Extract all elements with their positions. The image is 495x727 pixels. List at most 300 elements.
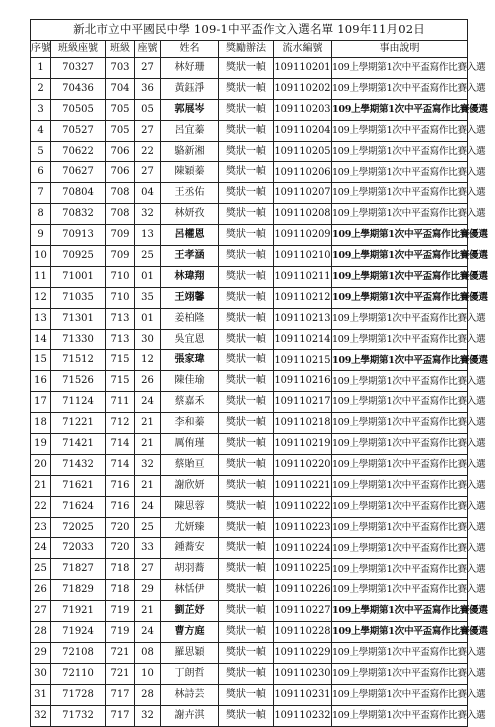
row-number: 17 <box>31 392 51 413</box>
seat-number: 12 <box>135 350 161 371</box>
serial-number: 109110213 <box>274 308 332 329</box>
award-method: 獎狀一幀 <box>219 162 274 183</box>
row-number: 13 <box>31 308 51 329</box>
award-method: 獎狀一幀 <box>219 371 274 392</box>
seat-number: 32 <box>135 454 161 475</box>
class-number: 720 <box>106 538 135 559</box>
title-row <box>31 20 468 41</box>
table-row <box>31 538 468 559</box>
row-number: 9 <box>31 225 51 246</box>
row-number: 29 <box>31 642 51 663</box>
award-description: 109上學期第1次中平盃寫作比賽入選 <box>332 58 468 79</box>
class-number: 705 <box>106 99 135 120</box>
seat-number: 01 <box>135 308 161 329</box>
class-seat-code: 71035 <box>51 287 106 308</box>
seat-number: 25 <box>135 246 161 267</box>
class-seat-code: 71421 <box>51 434 106 455</box>
table-row <box>31 246 468 267</box>
serial-number: 109110202 <box>274 78 332 99</box>
row-number: 5 <box>31 141 51 162</box>
class-seat-code: 70925 <box>51 246 106 267</box>
award-method: 獎狀一幀 <box>219 141 274 162</box>
serial-number: 109110203 <box>274 99 332 120</box>
student-name: 林妍孜 <box>161 204 219 225</box>
seat-number: 04 <box>135 183 161 204</box>
seat-number: 21 <box>135 475 161 496</box>
table-row <box>31 622 468 643</box>
student-name: 王丞佑 <box>161 183 219 204</box>
class-number: 717 <box>106 705 135 726</box>
student-name: 陳穎蓁 <box>161 162 219 183</box>
seat-number: 27 <box>135 120 161 141</box>
class-seat-code: 71526 <box>51 371 106 392</box>
class-seat-code: 72033 <box>51 538 106 559</box>
award-roster-table <box>30 19 488 727</box>
class-seat-code: 70527 <box>51 120 106 141</box>
row-number: 14 <box>31 329 51 350</box>
serial-number: 109110201 <box>274 58 332 79</box>
class-seat-code: 72110 <box>51 663 106 684</box>
serial-number: 109110204 <box>274 120 332 141</box>
award-description: 109上學期第1次中平盃寫作比賽入選 <box>332 120 468 141</box>
seat-number: 30 <box>135 329 161 350</box>
student-name: 呂權恩 <box>161 225 219 246</box>
student-name: 丁朗哲 <box>161 663 219 684</box>
student-name: 胡羽蕎 <box>161 559 219 580</box>
table-row <box>31 225 468 246</box>
award-description: 109上學期第1次中平盃寫作比賽入選 <box>332 413 468 434</box>
table-row <box>31 517 468 538</box>
seat-number: 24 <box>135 392 161 413</box>
seat-number: 26 <box>135 371 161 392</box>
award-description: 109上學期第1次中平盃寫作比賽入選 <box>332 162 468 183</box>
class-number: 715 <box>106 350 135 371</box>
table-row <box>31 371 468 392</box>
award-description: 109上學期第1次中平盃寫作比賽入選 <box>332 684 468 705</box>
class-seat-code: 70505 <box>51 99 106 120</box>
student-name: 謝欣妍 <box>161 475 219 496</box>
class-number: 718 <box>106 559 135 580</box>
seat-number: 25 <box>135 517 161 538</box>
row-number: 25 <box>31 559 51 580</box>
seat-number: 27 <box>135 58 161 79</box>
award-method: 獎狀一幀 <box>219 246 274 267</box>
table-row <box>31 413 468 434</box>
document-title: 新北市立中平國民中學 109-1中平盃作文入選名單 109年11月02日 <box>31 20 468 41</box>
row-number: 21 <box>31 475 51 496</box>
row-number: 12 <box>31 287 51 308</box>
award-description: 109上學期第1次中平盃寫作比賽優選 <box>332 622 468 643</box>
class-number: 716 <box>106 496 135 517</box>
table-row <box>31 183 468 204</box>
serial-number: 109110225 <box>274 559 332 580</box>
student-name: 李和蓁 <box>161 413 219 434</box>
award-method: 獎狀一幀 <box>219 454 274 475</box>
header-row <box>31 41 468 58</box>
row-number: 1 <box>31 58 51 79</box>
row-number: 31 <box>31 684 51 705</box>
table-row <box>31 78 468 99</box>
class-number: 714 <box>106 434 135 455</box>
award-description: 109上學期第1次中平盃寫作比賽入選 <box>332 141 468 162</box>
award-description: 109上學期第1次中平盃寫作比賽入選 <box>332 204 468 225</box>
seat-number: 28 <box>135 684 161 705</box>
class-number: 713 <box>106 329 135 350</box>
class-seat-code: 71732 <box>51 705 106 726</box>
award-method: 獎狀一幀 <box>219 413 274 434</box>
serial-number: 109110218 <box>274 413 332 434</box>
award-method: 獎狀一幀 <box>219 225 274 246</box>
student-name: 郭展岑 <box>161 99 219 120</box>
student-name: 曹方庭 <box>161 622 219 643</box>
student-name: 王孝涵 <box>161 246 219 267</box>
class-number: 718 <box>106 580 135 601</box>
table-row <box>31 454 468 475</box>
student-name: 蔡貽亘 <box>161 454 219 475</box>
award-description: 109上學期第1次中平盃寫作比賽優選 <box>332 287 468 308</box>
award-method: 獎狀一幀 <box>219 475 274 496</box>
row-number: 16 <box>31 371 51 392</box>
award-description: 109上學期第1次中平盃寫作比賽入選 <box>332 329 468 350</box>
row-number: 28 <box>31 622 51 643</box>
seat-number: 35 <box>135 287 161 308</box>
student-name: 姜柏隆 <box>161 308 219 329</box>
seat-number: 21 <box>135 413 161 434</box>
class-number: 709 <box>106 225 135 246</box>
class-number: 708 <box>106 183 135 204</box>
serial-number: 109110224 <box>274 538 332 559</box>
award-method: 獎狀一幀 <box>219 350 274 371</box>
class-number: 717 <box>106 684 135 705</box>
table-row <box>31 120 468 141</box>
row-number: 6 <box>31 162 51 183</box>
award-description: 109上學期第1次中平盃寫作比賽入選 <box>332 538 468 559</box>
table-row <box>31 601 468 622</box>
serial-number: 109110205 <box>274 141 332 162</box>
award-description: 109上學期第1次中平盃寫作比賽優選 <box>332 225 468 246</box>
award-method: 獎狀一幀 <box>219 580 274 601</box>
serial-number: 109110216 <box>274 371 332 392</box>
seat-number: 13 <box>135 225 161 246</box>
row-number: 24 <box>31 538 51 559</box>
serial-number: 109110214 <box>274 329 332 350</box>
award-method: 獎狀一幀 <box>219 308 274 329</box>
serial-number: 109110219 <box>274 434 332 455</box>
student-name: 林恬伊 <box>161 580 219 601</box>
row-number: 23 <box>31 517 51 538</box>
class-seat-code: 71924 <box>51 622 106 643</box>
award-description: 109上學期第1次中平盃寫作比賽入選 <box>332 475 468 496</box>
serial-number: 109110221 <box>274 475 332 496</box>
award-method: 獎狀一幀 <box>219 99 274 120</box>
seat-number: 27 <box>135 559 161 580</box>
student-name: 林詩芸 <box>161 684 219 705</box>
table-row <box>31 287 468 308</box>
award-method: 獎狀一幀 <box>219 517 274 538</box>
table-row <box>31 350 468 371</box>
student-name: 陳佳瑜 <box>161 371 219 392</box>
student-name: 張家瑋 <box>161 350 219 371</box>
seat-number: 10 <box>135 663 161 684</box>
award-description: 109上學期第1次中平盃寫作比賽入選 <box>332 642 468 663</box>
table-row <box>31 684 468 705</box>
seat-number: 21 <box>135 434 161 455</box>
column-header: 事由說明 <box>332 41 468 58</box>
row-number: 20 <box>31 454 51 475</box>
seat-number: 27 <box>135 162 161 183</box>
row-number: 26 <box>31 580 51 601</box>
class-number: 710 <box>106 266 135 287</box>
student-name: 陳思蓉 <box>161 496 219 517</box>
row-number: 15 <box>31 350 51 371</box>
table-row <box>31 705 468 726</box>
column-header: 流水編號 <box>274 41 332 58</box>
award-description: 109上學期第1次中平盃寫作比賽入選 <box>332 517 468 538</box>
seat-number: 29 <box>135 580 161 601</box>
seat-number: 32 <box>135 705 161 726</box>
seat-number: 05 <box>135 99 161 120</box>
award-method: 獎狀一幀 <box>219 120 274 141</box>
award-method: 獎狀一幀 <box>219 642 274 663</box>
award-description: 109上學期第1次中平盃寫作比賽優選 <box>332 350 468 371</box>
class-number: 705 <box>106 120 135 141</box>
student-name: 尤妍臻 <box>161 517 219 538</box>
award-description: 109上學期第1次中平盃寫作比賽入選 <box>332 663 468 684</box>
roster-body <box>31 58 488 727</box>
class-seat-code: 71728 <box>51 684 106 705</box>
table-row <box>31 308 468 329</box>
seat-number: 22 <box>135 141 161 162</box>
award-method: 獎狀一幀 <box>219 183 274 204</box>
row-number: 22 <box>31 496 51 517</box>
class-seat-code: 70832 <box>51 204 106 225</box>
class-number: 706 <box>106 141 135 162</box>
award-method: 獎狀一幀 <box>219 204 274 225</box>
student-name: 謝卉淇 <box>161 705 219 726</box>
class-number: 710 <box>106 287 135 308</box>
row-number: 2 <box>31 78 51 99</box>
class-number: 713 <box>106 308 135 329</box>
student-name: 羅思穎 <box>161 642 219 663</box>
award-method: 獎狀一幀 <box>219 58 274 79</box>
class-seat-code: 70804 <box>51 183 106 204</box>
column-header: 序號 <box>31 41 51 58</box>
class-seat-code: 71124 <box>51 392 106 413</box>
class-number: 703 <box>106 58 135 79</box>
table-row <box>31 559 468 580</box>
serial-number: 109110207 <box>274 183 332 204</box>
seat-number: 32 <box>135 204 161 225</box>
serial-number: 109110217 <box>274 392 332 413</box>
row-number: 4 <box>31 120 51 141</box>
serial-number: 109110232 <box>274 705 332 726</box>
student-name: 林好珊 <box>161 58 219 79</box>
row-number: 27 <box>31 601 51 622</box>
row-number: 10 <box>31 246 51 267</box>
class-seat-code: 71621 <box>51 475 106 496</box>
table-row <box>31 141 468 162</box>
award-method: 獎狀一幀 <box>219 601 274 622</box>
award-method: 獎狀一幀 <box>219 266 274 287</box>
serial-number: 109110212 <box>274 287 332 308</box>
column-header: 班級座號 <box>51 41 106 58</box>
award-description: 109上學期第1次中平盃寫作比賽入選 <box>332 496 468 517</box>
table-row <box>31 663 468 684</box>
table-row <box>31 642 468 663</box>
class-seat-code: 71432 <box>51 454 106 475</box>
class-number: 721 <box>106 642 135 663</box>
table-row <box>31 475 468 496</box>
class-seat-code: 70622 <box>51 141 106 162</box>
serial-number: 109110220 <box>274 454 332 475</box>
row-number: 8 <box>31 204 51 225</box>
serial-number: 109110231 <box>274 684 332 705</box>
award-method: 獎狀一幀 <box>219 78 274 99</box>
student-name: 劉芷妤 <box>161 601 219 622</box>
student-name: 蔡嘉禾 <box>161 392 219 413</box>
class-seat-code: 71921 <box>51 601 106 622</box>
class-number: 711 <box>106 392 135 413</box>
award-description: 109上學期第1次中平盃寫作比賽入選 <box>332 392 468 413</box>
award-description: 109上學期第1次中平盃寫作比賽優選 <box>332 601 468 622</box>
serial-number: 109110208 <box>274 204 332 225</box>
class-seat-code: 70913 <box>51 225 106 246</box>
award-method: 獎狀一幀 <box>219 538 274 559</box>
class-number: 721 <box>106 663 135 684</box>
class-number: 715 <box>106 371 135 392</box>
row-number: 11 <box>31 266 51 287</box>
award-method: 獎狀一幀 <box>219 684 274 705</box>
student-name: 林瑋翔 <box>161 266 219 287</box>
student-name: 厲侑瑾 <box>161 434 219 455</box>
class-seat-code: 71512 <box>51 350 106 371</box>
class-number: 709 <box>106 246 135 267</box>
table-row <box>31 392 468 413</box>
student-name: 王翊馨 <box>161 287 219 308</box>
class-seat-code: 71001 <box>51 266 106 287</box>
class-seat-code: 72025 <box>51 517 106 538</box>
column-header: 座號 <box>135 41 161 58</box>
serial-number: 109110211 <box>274 266 332 287</box>
class-number: 714 <box>106 454 135 475</box>
table-row <box>31 99 468 120</box>
award-description: 109上學期第1次中平盃寫作比賽入選 <box>332 559 468 580</box>
award-method: 獎狀一幀 <box>219 705 274 726</box>
table-row <box>31 58 468 79</box>
row-number: 32 <box>31 705 51 726</box>
class-number: 712 <box>106 413 135 434</box>
class-seat-code: 70627 <box>51 162 106 183</box>
table-row <box>31 496 468 517</box>
class-number: 706 <box>106 162 135 183</box>
seat-number: 21 <box>135 601 161 622</box>
row-number: 18 <box>31 413 51 434</box>
award-method: 獎狀一幀 <box>219 392 274 413</box>
class-number: 708 <box>106 204 135 225</box>
student-name: 呂宜蓁 <box>161 120 219 141</box>
seat-number: 36 <box>135 78 161 99</box>
award-description: 109上學期第1次中平盃寫作比賽優選 <box>332 246 468 267</box>
serial-number: 109110209 <box>274 225 332 246</box>
table-row <box>31 162 468 183</box>
seat-number: 24 <box>135 496 161 517</box>
table-row <box>31 266 468 287</box>
award-description: 109上學期第1次中平盃寫作比賽入選 <box>332 434 468 455</box>
award-description: 109上學期第1次中平盃寫作比賽入選 <box>332 183 468 204</box>
award-method: 獎狀一幀 <box>219 329 274 350</box>
serial-number: 109110222 <box>274 496 332 517</box>
class-number: 704 <box>106 78 135 99</box>
award-description: 109上學期第1次中平盃寫作比賽入選 <box>332 454 468 475</box>
class-number: 720 <box>106 517 135 538</box>
serial-number: 109110210 <box>274 246 332 267</box>
serial-number: 109110229 <box>274 642 332 663</box>
serial-number: 109110223 <box>274 517 332 538</box>
serial-number: 109110226 <box>274 580 332 601</box>
row-number: 30 <box>31 663 51 684</box>
award-description: 109上學期第1次中平盃寫作比賽優選 <box>332 266 468 287</box>
row-number: 7 <box>31 183 51 204</box>
award-description: 109上學期第1次中平盃寫作比賽入選 <box>332 705 468 726</box>
serial-number: 109110227 <box>274 601 332 622</box>
student-name: 駱新湘 <box>161 141 219 162</box>
class-number: 719 <box>106 601 135 622</box>
award-description: 109上學期第1次中平盃寫作比賽入選 <box>332 580 468 601</box>
class-number: 716 <box>106 475 135 496</box>
class-seat-code: 71301 <box>51 308 106 329</box>
row-number: 3 <box>31 99 51 120</box>
class-seat-code: 71624 <box>51 496 106 517</box>
class-seat-code: 71829 <box>51 580 106 601</box>
table-row <box>31 204 468 225</box>
class-seat-code: 71827 <box>51 559 106 580</box>
award-method: 獎狀一幀 <box>219 287 274 308</box>
award-description: 109上學期第1次中平盃寫作比賽入選 <box>332 308 468 329</box>
serial-number: 109110206 <box>274 162 332 183</box>
class-seat-code: 71330 <box>51 329 106 350</box>
award-description: 109上學期第1次中平盃寫作比賽入選 <box>332 371 468 392</box>
student-name: 黃鈺淨 <box>161 78 219 99</box>
column-header: 獎勵辦法 <box>219 41 274 58</box>
serial-number: 109110215 <box>274 350 332 371</box>
column-header: 班級 <box>106 41 135 58</box>
award-description: 109上學期第1次中平盃寫作比賽入選 <box>332 78 468 99</box>
award-description: 109上學期第1次中平盃寫作比賽優選 <box>332 99 468 120</box>
column-header: 姓名 <box>161 41 219 58</box>
award-method: 獎狀一幀 <box>219 559 274 580</box>
award-method: 獎狀一幀 <box>219 434 274 455</box>
table-row <box>31 329 468 350</box>
seat-number: 08 <box>135 642 161 663</box>
serial-number: 109110230 <box>274 663 332 684</box>
row-number: 19 <box>31 434 51 455</box>
table-row <box>31 580 468 601</box>
serial-number: 109110228 <box>274 622 332 643</box>
award-method: 獎狀一幀 <box>219 622 274 643</box>
seat-number: 24 <box>135 622 161 643</box>
class-seat-code: 70436 <box>51 78 106 99</box>
seat-number: 33 <box>135 538 161 559</box>
student-name: 鍾蕎安 <box>161 538 219 559</box>
award-method: 獎狀一幀 <box>219 663 274 684</box>
class-number: 719 <box>106 622 135 643</box>
class-seat-code: 72108 <box>51 642 106 663</box>
class-seat-code: 70327 <box>51 58 106 79</box>
seat-number: 01 <box>135 266 161 287</box>
class-seat-code: 71221 <box>51 413 106 434</box>
award-method: 獎狀一幀 <box>219 496 274 517</box>
table-row <box>31 434 468 455</box>
